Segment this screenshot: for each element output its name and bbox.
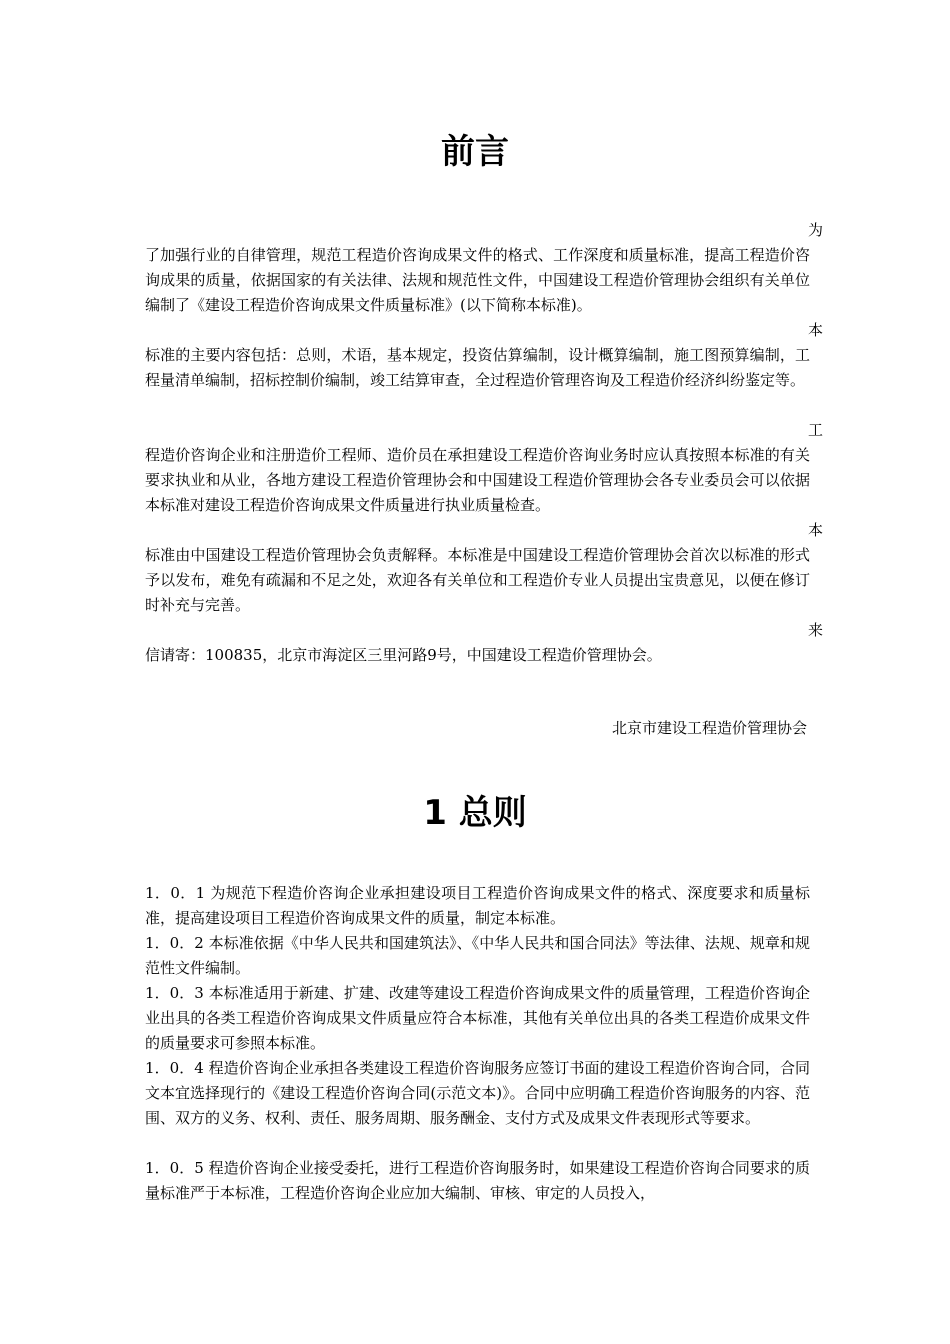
preface-para-3: 程造价咨询企业和注册造价工程师、造价员在承担建设工程造价咨询业务时应认真按照本标准的有关要求执业和从业，各地方建设工程造价管理协会和中国建设工程造价管理协会各专业委员会可以依据本标准对建设工程造价咨询成果文件质量进行执业质量检查。 bbox=[145, 446, 810, 514]
chapter-1-title: 1 总则 bbox=[423, 793, 527, 833]
preface-para-3-first-char: 工 bbox=[807, 421, 823, 439]
clause-1-0-5: 1．0．5 程造价咨询企业接受委托，进行工程造价咨询服务时，如果建设工程造价咨询合同要求的质量标准严于本标准，工程造价咨询企业应加大编制、审核、审定的人员投入， bbox=[145, 1159, 810, 1202]
clause-1-0-3: 1．0．3 本标准适用于新建、扩建、改建等建设工程造价咨询成果文件的质量管理，工程造价咨询企业出具的各类工程造价咨询成果文件质量应符合本标准，其他有关单位出具的各类工程造价成果文件的质量要求可参照本标准。 bbox=[145, 984, 810, 1052]
preface-title: 前言 bbox=[441, 132, 509, 172]
preface-para-4-first-char: 本 bbox=[807, 521, 823, 539]
clause-1-0-1: 1．0．1 为规范下程造价咨询企业承担建设项目工程造价咨询成果文件的格式、深度要求和质量标准，提高建设项目工程造价咨询成果文件的质量，制定本标准。 bbox=[145, 884, 810, 927]
preface-para-1-first-char: 为 bbox=[807, 221, 823, 239]
preface-para-1: 了加强行业的自律管理，规范工程造价咨询成果文件的格式、工作深度和质量标准，提高工程造价咨询成果的质量，依据国家的有关法律、法规和规范性文件，中国建设工程造价管理协会组织有关单位编制了《建设工程造价咨询成果文件质量标准》(以下简称本标准)。 bbox=[145, 246, 810, 314]
clause-1-0-4: 1．0．4 程造价咨询企业承担各类建设工程造价咨询服务应签订书面的建设工程造价咨询合同，合同文本宜选择现行的《建设工程造价咨询合同(示范文本)》。合同中应明确工程造价咨询服务的内容、范围、双方的义务、权利、责任、服务周期、服务酬金、支付方式及成果文件表现形式等要求。 bbox=[145, 1059, 810, 1127]
preface-signature: 北京市建设工程造价管理协会 bbox=[611, 719, 807, 737]
preface-para-5: 信请寄：100835，北京市海淀区三里河路9号，中国建设工程造价管理协会。 bbox=[145, 646, 662, 664]
preface-para-2: 标准的主要内容包括：总则，术语，基本规定，投资估算编制，设计概算编制，施工图预算编制，工程量清单编制，招标控制价编制，竣工结算审查，全过程造价管理咨询及工程造价经济纠纷鉴定等。 bbox=[145, 346, 810, 389]
preface-para-4: 标准由中国建设工程造价管理协会负责解释。本标准是中国建设工程造价管理协会首次以标准的形式予以发布，难免有疏漏和不足之处，欢迎各有关单位和工程造价专业人员提出宝贵意见，以便在修订时补充与完善。 bbox=[145, 546, 810, 614]
clause-1-0-2: 1．0．2 本标准依据《中华人民共和国建筑法》、《中华人民共和国合同法》等法律、法规、规章和规范性文件编制。 bbox=[145, 934, 810, 977]
preface-para-5-first-char: 来 bbox=[807, 621, 823, 639]
preface-para-2-first-char: 本 bbox=[807, 321, 823, 339]
